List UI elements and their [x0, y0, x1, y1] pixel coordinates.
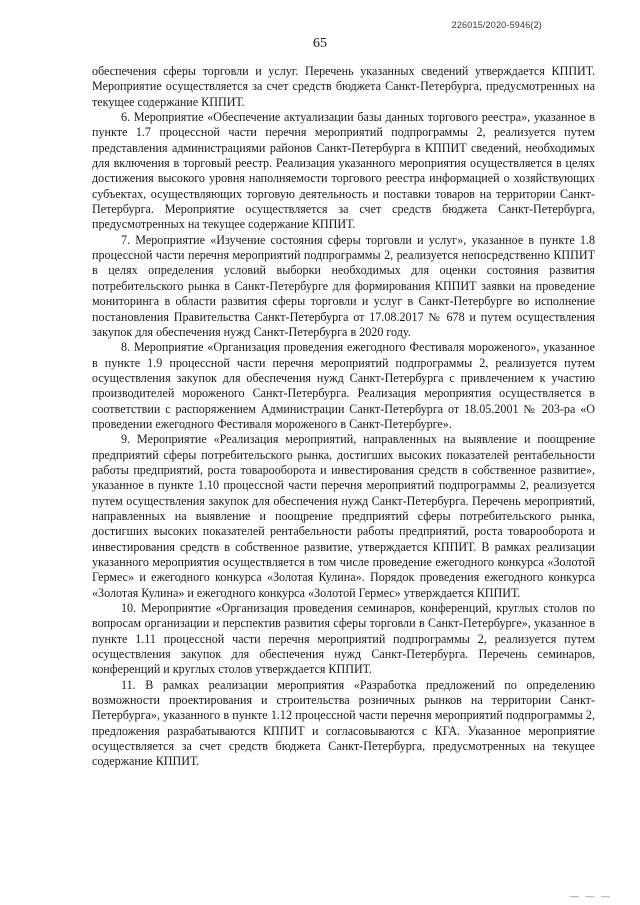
paragraph-item-7: 7. Мероприятие «Изучение состояния сферы торговли и услуг», указанное в пункте 1.8 процессной части перечня мероприятий подпрограммы 2, реализуется непосредственно КППИТ в целях определения условий выборки необходимых для оценки состояния развития потребительского рынка в Санкт-Петербурге для формирования КППИТ заявки на проведение мониторинга в области развития сферы торговли и услуг в Санкт-Петербурге во исполнение постановления Правительства Санкт-Петербурга от 17.08.2017 № 678 и путем осуществления закупок для обеспечения нужд Санкт-Петербурга в 2020 году.: [92, 232, 595, 339]
paragraph-item-8: 8. Мероприятие «Организация проведения ежегодного Фестиваля мороженого», указанное в пункте 1.9 процессной части перечня мероприятий подпрограммы 2, реализуется путем осуществления закупок для обеспечения нужд Санкт-Петербурга с привлечением к участию производителей мороженого Санкт-Петербурга. Реализация мероприятия осуществляется в соответствии с распоряжением Администрации Санкт-Петербурга от 18.05.2001 № 203-ра «О проведении ежегодного Фестиваля мороженого в Санкт-Петербурге».: [92, 340, 595, 431]
paragraph-item-6: 6. Мероприятие «Обеспечение актуализации базы данных торгового реестра», указанное в пункте 1.7 процессной части перечня мероприятий подпрограммы 2, реализуется путем представления администрациями районов Санкт-Петербурга в КППИТ сведений, необходимых для включения в торговый реестр. Реализация указанного мероприятия осуществляется в целях достижения высокого уровня наполняемости торгового реестра информацией о хозяйствующих субъектах, осуществляющих торговую деятельность и поставки товаров на территории Санкт-Петербурга. Мероприятие осуществляется за счет средств бюджета Санкт-Петербурга, предусмотренных на текущее содержание КППИТ.: [92, 110, 595, 232]
page-number: 65: [313, 36, 327, 51]
scan-artifact-mark: — — —: [569, 891, 612, 901]
paragraph-continuation: обеспечения сферы торговли и услуг. Перечень указанных сведений утверждается КППИТ. Мероприятие осуществляется за счет средств бюджета Санкт-Петербурга, предусмотренных на текущее содержание КППИТ.: [92, 64, 595, 109]
paragraph-item-9: 9. Мероприятие «Реализация мероприятий, направленных на выявление и поощрение предприятий сферы потребительского рынка, достигших высоких показателей рентабельности работы предприятий, роста товарооборота и инвестирования средств в собственное развитие», указанное в пункте 1.10 процессной части перечня мероприятий подпрограммы 2, реализуется путем осуществления закупок для обеспечения нужд Санкт-Петербурга. Перечень мероприятий, направленных на выявление и поощрение предприятий сферы потребительского рынка, достигших высоких показателей рентабельности работы предприятий, роста товарооборота и инвестирования средств в собственное развитие, утверждается КППИТ. В рамках реализации указанного мероприятия осуществляется в том числе проведение ежегодного конкурса «Золотой Гермес» и ежегодного конкурса «Золотая Кулина». Порядок проведения ежегодного конкурса «Золотая Кулина» и ежегодного конкурса «Золотой Гермес» утверждается КППИТ.: [92, 432, 595, 600]
document-body: [92, 64, 595, 770]
paragraph-item-11: 11. В рамках реализации мероприятия «Разработка предложений по определению возможности проектирования и строительства розничных рынков на территории Санкт-Петербурга», указанного в пункте 1.12 процессной части перечня мероприятий подпрограммы 2, предложения разрабатываются КППИТ и согласовываются с КГА. Указанное мероприятие осуществляется за счет средств бюджета Санкт-Петербурга, предусмотренных на текущее содержание КППИТ.: [92, 677, 595, 769]
document-id: 226015/2020-5946(2): [451, 20, 542, 30]
paragraph-item-10: 10. Мероприятие «Организация проведения семинаров, конференций, круглых столов по вопросам организации и перспектив развития сферы торговли в Санкт-Петербурге», указанное в пункте 1.11 процессной части перечня мероприятий подпрограммы 2, реализуется путем осуществления закупок для обеспечения нужд Санкт-Петербурга. Перечень семинаров, конференций и круглых столов утверждается КППИТ.: [92, 601, 595, 677]
